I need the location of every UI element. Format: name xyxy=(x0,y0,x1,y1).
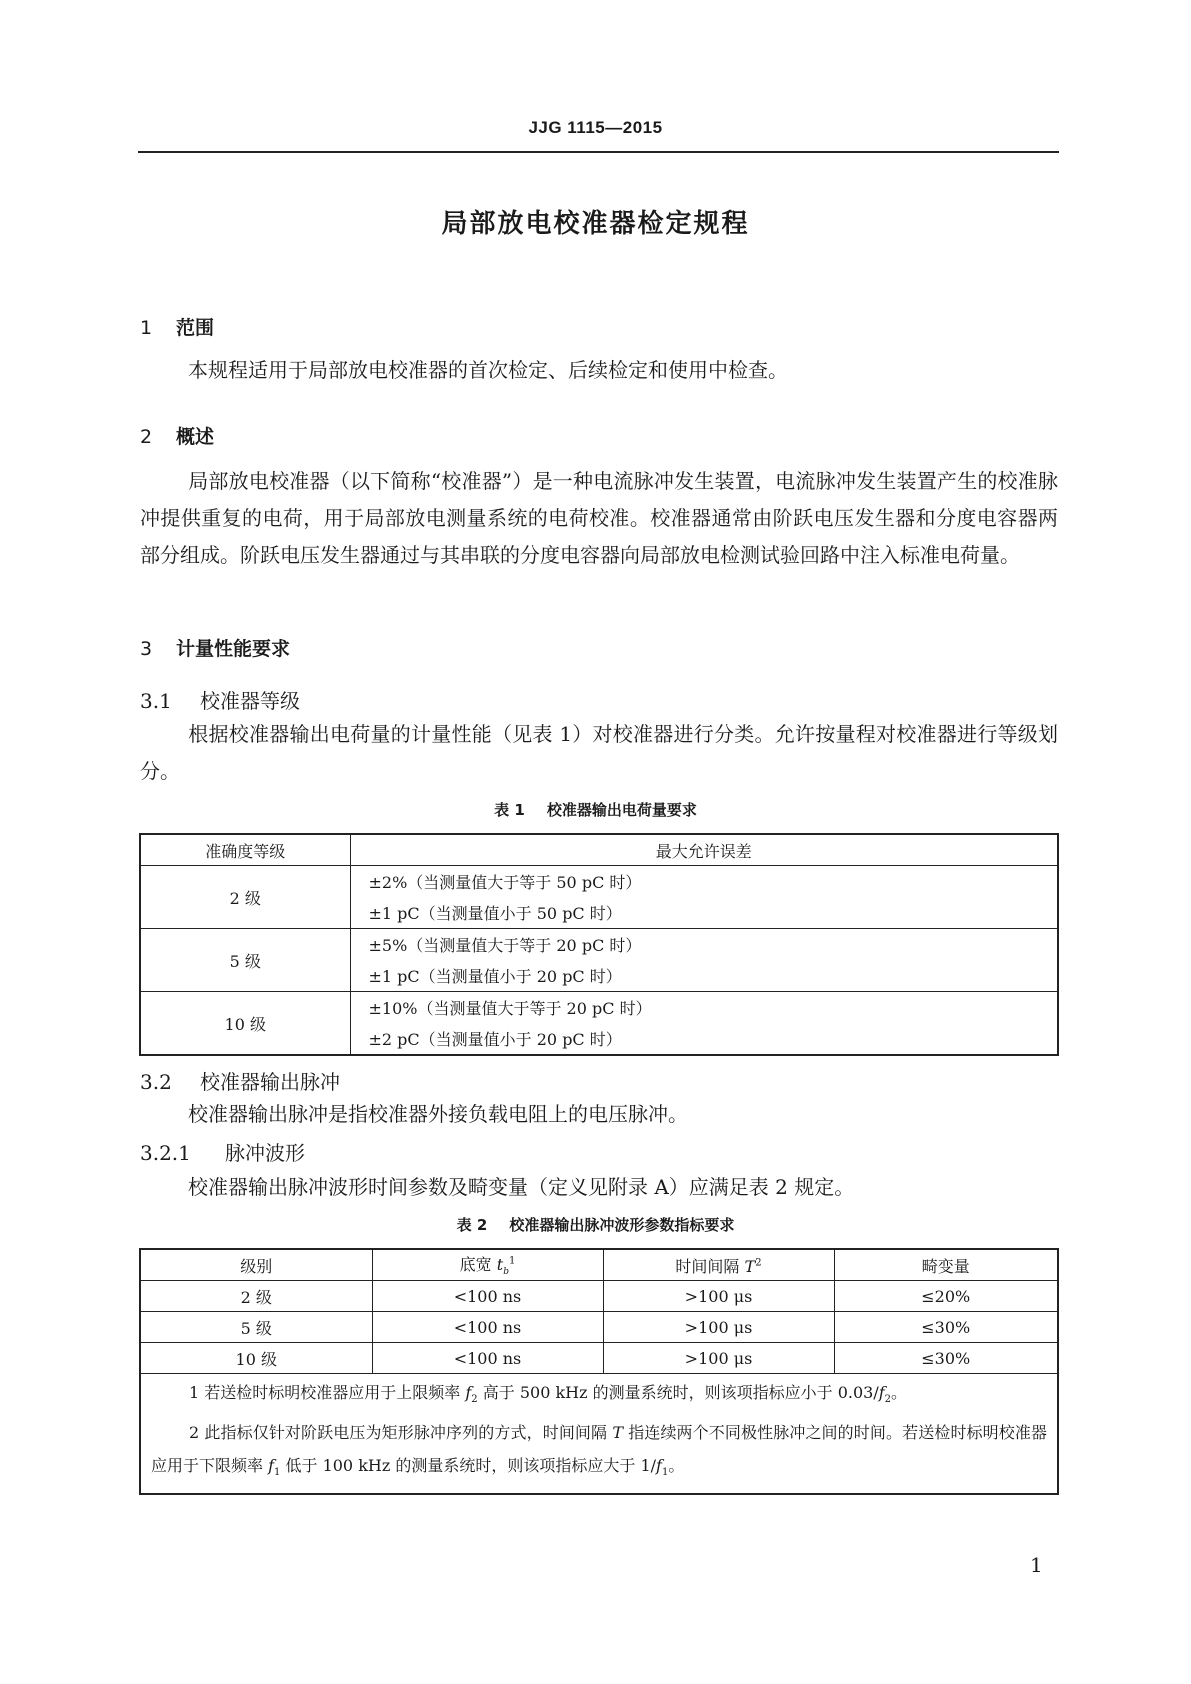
table-2-note-2-symbol-t: T xyxy=(612,1423,624,1443)
table-1-header-mpe: 最大允许误差 xyxy=(350,834,1058,866)
table-2-header-width-symbol: t xyxy=(496,1255,504,1275)
section-3-2-1-title: 脉冲波形 xyxy=(225,1141,305,1165)
table-2-header-width-label: 底宽 xyxy=(459,1255,492,1275)
table-1-grade: 2 级 xyxy=(140,866,350,929)
section-2-heading xyxy=(140,422,214,449)
table-2-header-width-note-ref: 1 xyxy=(508,1256,516,1268)
table-2-header-interval-label: 时间间隔 xyxy=(675,1256,740,1276)
section-1-title: 范围 xyxy=(176,317,215,339)
table-2-note-2-end: 。 xyxy=(668,1456,685,1476)
table-2-header-width-sub: b xyxy=(503,1267,509,1278)
section-3-number: 3 xyxy=(140,638,153,660)
table-2-cell-width: <100 ns xyxy=(372,1343,603,1374)
section-3-1-title: 校准器等级 xyxy=(200,689,300,713)
section-3-2-paragraph xyxy=(140,1096,1058,1133)
table-2-cell-interval: >100 μs xyxy=(603,1312,834,1343)
table-1-mpe: ±10%（当测量值大于等于 20 pC 时） xyxy=(350,992,1058,1024)
section-1-paragraph xyxy=(140,352,1058,389)
table-1-grade: 5 级 xyxy=(140,929,350,992)
section-3-title: 计量性能要求 xyxy=(176,638,291,660)
table-2-note-1-sub-2: 2 xyxy=(884,1394,892,1406)
standard-code: JJG 1115—2015 xyxy=(528,118,663,137)
section-3-1-text: 根据校准器输出电荷量的计量性能（见表 1）对校准器进行分类。允许按量程对校准器进行等级划分。 xyxy=(140,722,1058,783)
table-2-note-2-sub-2: 1 xyxy=(661,1467,669,1479)
table-2-note-1-symbol-2: f xyxy=(878,1383,885,1402)
section-1-heading xyxy=(140,313,214,340)
table-1 xyxy=(139,833,1059,1056)
table-2-cell-grade: 5 级 xyxy=(140,1312,372,1343)
table-2-note-1-sub: 2 xyxy=(471,1394,478,1406)
table-1-caption xyxy=(0,799,1191,820)
table-2-note-2-text-3: 低于 100 kHz 的测量系统时，则该项指标应大于 1/ xyxy=(280,1456,657,1476)
table-2-caption-number: 表 2 xyxy=(456,1216,488,1234)
table-2-cell-width: <100 ns xyxy=(372,1312,603,1343)
section-3-2-number: 3.2 xyxy=(140,1070,172,1094)
table-2-note-1-end: 。 xyxy=(891,1383,908,1402)
table-2-header-interval-note-ref: 2 xyxy=(755,1257,762,1269)
table-2-cell-distortion: ≤30% xyxy=(834,1312,1058,1343)
page-number: 1 xyxy=(1030,1553,1043,1577)
table-2-header-width xyxy=(372,1249,603,1281)
section-3-2-1-paragraph xyxy=(140,1169,1058,1206)
table-1-mpe: ±1 pC（当测量值小于 50 pC 时） xyxy=(350,897,1058,929)
section-2-number: 2 xyxy=(140,426,153,448)
table-2-caption xyxy=(0,1214,1191,1235)
table-1-mpe: ±2%（当测量值大于等于 50 pC 时） xyxy=(350,866,1058,898)
table-1-caption-number: 表 1 xyxy=(494,801,525,819)
table-2-header-interval xyxy=(603,1249,834,1281)
header-rule xyxy=(138,151,1059,153)
section-1-number: 1 xyxy=(140,317,153,339)
table-2-cell-interval: >100 μs xyxy=(603,1343,834,1374)
section-3-1-number: 3.1 xyxy=(140,689,172,713)
table-1-caption-text: 校准器输出电荷量要求 xyxy=(546,801,697,819)
table-2-note-2-symbol: f xyxy=(268,1456,275,1476)
table-1-mpe: ±5%（当测量值大于等于 20 pC 时） xyxy=(350,929,1058,961)
table-2-cell-width: <100 ns xyxy=(372,1281,603,1312)
table-1-mpe: ±2 pC（当测量值小于 20 pC 时） xyxy=(350,1023,1058,1055)
table-2-note-2-sub: 1 xyxy=(274,1467,281,1479)
table-2-note-2-text: 2 此指标仅针对阶跃电压为矩形脉冲序列的方式，时间间隔 xyxy=(189,1423,613,1443)
table-2-note-1-text: 1 若送检时标明校准器应用于上限频率 xyxy=(189,1383,466,1402)
section-2-title: 概述 xyxy=(176,426,215,448)
table-2-cell-distortion: ≤30% xyxy=(834,1343,1058,1374)
section-2-paragraph xyxy=(140,463,1058,574)
section-3-2-1-text: 校准器输出脉冲波形时间参数及畸变量（定义见附录 A）应满足表 2 规定。 xyxy=(188,1175,855,1199)
table-2-cell-grade: 10 级 xyxy=(140,1343,372,1374)
table-1-mpe: ±1 pC（当测量值小于 20 pC 时） xyxy=(350,960,1058,992)
table-2-cell-distortion: ≤20% xyxy=(834,1281,1058,1312)
section-1-text: 本规程适用于局部放电校准器的首次检定、后续检定和使用中检查。 xyxy=(188,358,788,382)
table-2-header-interval-symbol: T xyxy=(744,1256,756,1276)
section-3-1-paragraph xyxy=(140,716,1058,790)
table-2-note-1-text-2: 高于 500 kHz 的测量系统时，则该项指标应小于 0.03/ xyxy=(477,1383,879,1402)
table-2-caption-text: 校准器输出脉冲波形参数指标要求 xyxy=(509,1216,735,1234)
table-2-note-2-symbol-2: f xyxy=(656,1456,662,1476)
table-2-note-2-text-2: 指连续两个不同极性脉冲之间的时间。若送检时标明校准器应用于下限频率 xyxy=(151,1423,1048,1476)
table-2-note-1-symbol: f xyxy=(465,1383,472,1402)
section-3-2-text: 校准器输出脉冲是指校准器外接负载电阻上的电压脉冲。 xyxy=(188,1102,688,1126)
table-2-note-2 xyxy=(151,1416,1047,1489)
section-2-text: 局部放电校准器（以下简称“校准器”）是一种电流脉冲发生装置，电流脉冲发生装置产生的校准脉冲提供重复的电荷，用于局部放电测量系统的电荷校准。校准器通常由阶跃电压发生器和分度电容器两部分组成。阶跃电压发生器通过与其串联的分度电容器向局部放电检测试验回路中注入标准电荷量。 xyxy=(140,469,1058,567)
section-3-2-1-number: 3.2.1 xyxy=(140,1141,191,1165)
table-1-header-grade: 准确度等级 xyxy=(140,834,350,866)
table-2-cell-interval: >100 μs xyxy=(603,1281,834,1312)
section-3-2-1-heading xyxy=(140,1137,305,1166)
section-3-1-heading xyxy=(140,685,300,714)
table-2-header-grade: 级别 xyxy=(140,1249,372,1281)
table-2-cell-grade: 2 级 xyxy=(140,1281,372,1312)
table-2 xyxy=(139,1248,1059,1495)
table-1-grade: 10 级 xyxy=(140,992,350,1056)
section-3-2-title: 校准器输出脉冲 xyxy=(200,1070,340,1094)
table-2-note-1 xyxy=(151,1376,1047,1416)
page-title: 局部放电校准器检定规程 xyxy=(441,209,750,239)
table-2-notes xyxy=(140,1374,1058,1495)
section-3-heading xyxy=(140,634,290,661)
table-2-header-distortion: 畸变量 xyxy=(834,1249,1058,1281)
section-3-2-heading xyxy=(140,1066,340,1095)
